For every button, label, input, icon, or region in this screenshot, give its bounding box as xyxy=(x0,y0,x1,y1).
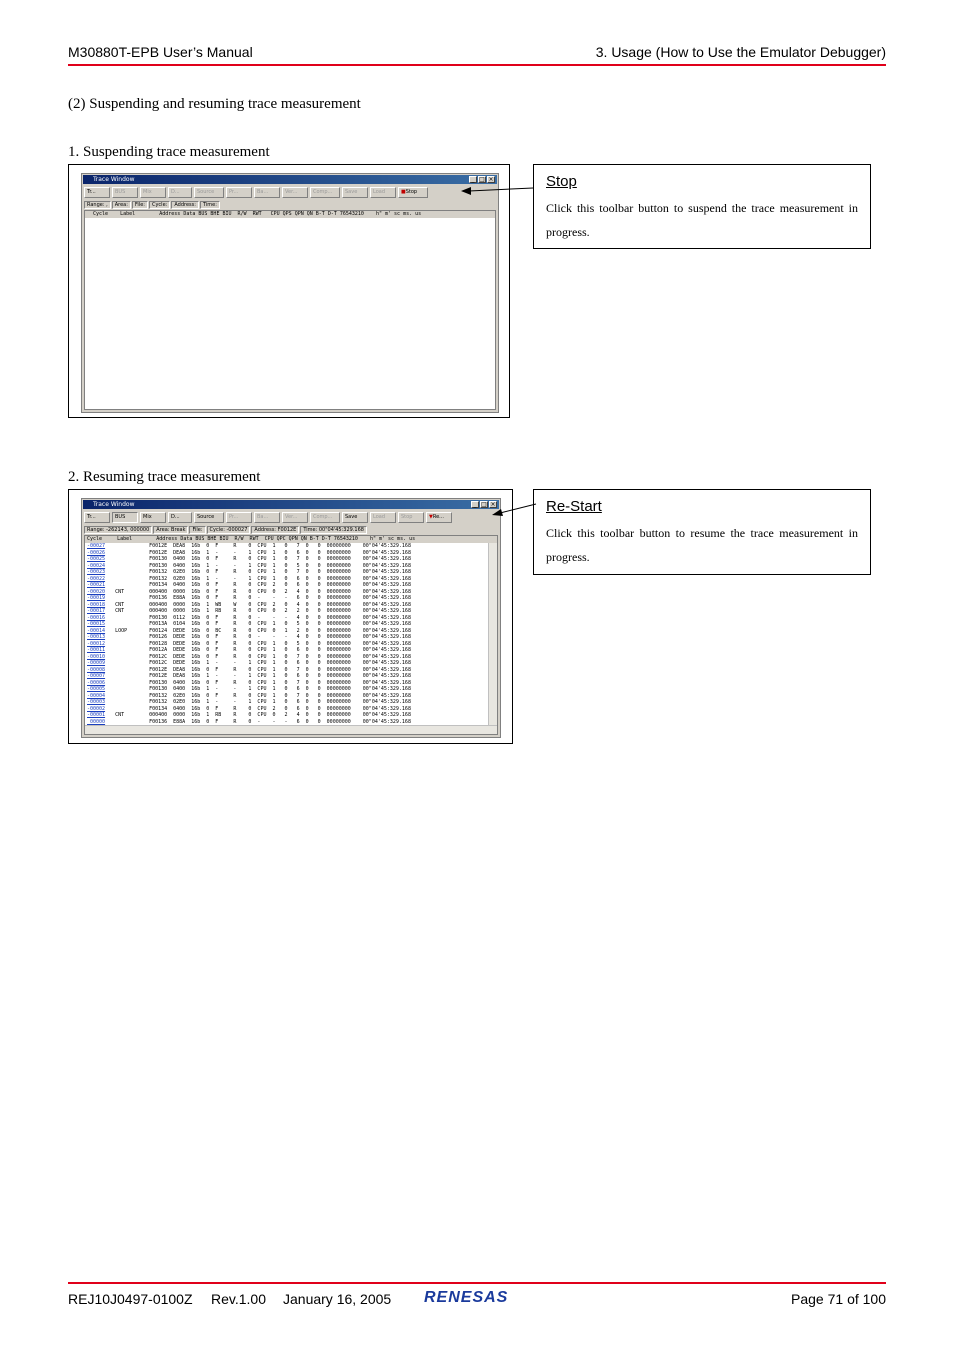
close-icon[interactable]: × xyxy=(490,501,496,508)
row-values: 000400 0000 16b 1 RB R 0 CPU 0 2 4 0 0 00000000 00"04'45:329.168 xyxy=(149,712,411,718)
trace-list-pane[interactable] xyxy=(84,210,496,410)
row-cycle: -00012 xyxy=(87,640,106,647)
window-titlebar-2 xyxy=(83,500,499,509)
row-label: CNT xyxy=(115,601,125,608)
row-cycle: -00018 xyxy=(87,601,106,608)
row-values: F0012E DEA8 16b 1 - - 1 CPU 1 0 6 0 0 00000000 00"04'45:329.168 xyxy=(149,549,411,556)
row-values: F00130 0400 16b 1 - - 1 CPU 1 0 5 0 0 00000000 00"04'45:329.168 xyxy=(149,562,411,569)
stop-button[interactable]: Stop xyxy=(398,512,424,523)
row-values: F00136 E88A 16b 0 F R 0 - - - 6 0 0 00000000 00"04'45:329.168 xyxy=(149,718,411,725)
row-cycle: -00017 xyxy=(87,608,106,614)
stop-callout-text: Click this toolbar button to suspend the trace measurement in progress. xyxy=(546,201,858,239)
info-address: Address: xyxy=(171,201,199,209)
info-address: Address: F0012E xyxy=(251,526,299,534)
restart-callout xyxy=(533,489,871,575)
row-cycle: -00009 xyxy=(87,660,106,666)
stop-callout-title: Stop xyxy=(546,173,577,190)
save-button[interactable]: Save xyxy=(342,187,368,198)
row-label: LOOP xyxy=(115,627,128,634)
window-title-2: Trace Window xyxy=(93,501,135,508)
info-area: Area: xyxy=(112,201,131,209)
compare-button[interactable]: Comp... xyxy=(310,512,340,523)
footer-doc-number: REJ10J0497-0100Z xyxy=(68,1291,193,1307)
info-range: Range: -262143, 000000 xyxy=(84,526,152,534)
vertical-scrollbar[interactable] xyxy=(488,543,497,726)
disasm-button[interactable]: D... xyxy=(168,512,192,523)
close-icon[interactable]: × xyxy=(488,176,494,183)
row-values: 000400 0000 16b 1 WB W 0 CPU 2 0 4 0 0 00000000 00"04'45:329.168 xyxy=(149,601,411,608)
disasm-button[interactable]: D... xyxy=(168,187,192,198)
renesas-logo: RENESAS xyxy=(424,1289,509,1306)
stop-pointer-arrow xyxy=(455,180,535,200)
row-cycle: -00020 xyxy=(87,588,106,595)
maximize-icon[interactable]: □ xyxy=(479,176,485,183)
row-cycle: -00002 xyxy=(87,705,106,712)
row-cycle: -00016 xyxy=(87,614,106,621)
step2-screenshot xyxy=(68,489,513,744)
row-values: 000400 0000 16b 0 F R 0 CPU 0 2 4 0 0 00000000 00"04'45:329.168 xyxy=(149,588,411,595)
prev-button[interactable]: Pr... xyxy=(226,512,252,523)
row-cycle: -00019 xyxy=(87,595,106,601)
row-cycle: -00013 xyxy=(87,634,106,640)
step2-title: 2. Resuming trace measurement xyxy=(68,469,261,485)
row-values: F00136 E88A 16b 0 F R 0 - - - 6 0 0 00000000 00"04'45:329.168 xyxy=(149,595,411,601)
source-button[interactable]: Source xyxy=(194,187,224,198)
stop-callout xyxy=(533,164,871,249)
restart-button[interactable]: ▼Re... xyxy=(426,512,452,523)
trace-info-bar-2 xyxy=(84,526,498,534)
footer-divider xyxy=(68,1282,886,1284)
load-button[interactable]: Load xyxy=(370,512,396,523)
row-cycle: -00023 xyxy=(87,569,106,575)
back-button[interactable]: Ba... xyxy=(254,187,280,198)
info-time: Time: xyxy=(200,201,220,209)
column-header: Cycle Label Address Data BUS BHE BIU R/W RWT CPU QPS QPN QN B-T D-T 76543210 h" m' sc ms. us xyxy=(85,211,495,218)
row-cycle: -00005 xyxy=(87,686,106,692)
row-cycle: -00001 xyxy=(87,712,106,718)
row-cycle: 00000 xyxy=(87,718,106,725)
trace-list-pane-2[interactable] xyxy=(84,535,498,735)
column-header-2: Cycle Label Address Data BUS BHE BIU R/W RWT CPU QPC QPN QN B-T D-T 76543210 h" m' sc ms. us xyxy=(85,536,497,543)
row-values: F00132 02E0 16b 1 - - 1 CPU 1 0 6 0 0 00000000 00"04'45:329.168 xyxy=(149,699,411,705)
info-range: Range: , xyxy=(84,201,111,209)
horizontal-scrollbar[interactable] xyxy=(85,725,497,734)
row-values: F00128 DEDE 16b 0 F R 0 CPU 1 0 5 0 0 00000000 00"04'45:329.168 xyxy=(149,640,411,647)
row-values: F0012E DEA8 16b 1 - - 1 CPU 1 0 6 0 0 00000000 00"04'45:329.168 xyxy=(149,673,411,679)
row-cycle: -00008 xyxy=(87,666,106,673)
section-title: (2) Suspending and resuming trace measurement xyxy=(68,96,361,112)
row-values: 000400 0000 16b 1 RB R 0 CPU 0 2 2 0 0 00000000 00"04'45:329.168 xyxy=(149,608,411,614)
row-label: CNT xyxy=(115,608,125,614)
stop-button[interactable]: ■Stop xyxy=(398,187,428,198)
mix-button[interactable]: Mix xyxy=(140,187,166,198)
row-values: F0012E DEA8 16b 0 F R 0 CPU 1 0 7 0 0 00000000 00"04'45:329.168 xyxy=(149,543,411,549)
row-values: F00132 02E0 16b 0 F R 0 CPU 1 0 7 0 0 00000000 00"04'45:329.168 xyxy=(149,569,411,575)
info-file: File: xyxy=(189,526,205,534)
verify-button[interactable]: Ver... xyxy=(282,187,308,198)
row-cycle: -00015 xyxy=(87,621,106,627)
row-values: F00132 02E0 16b 0 F R 0 CPU 1 0 7 0 0 00000000 00"04'45:329.168 xyxy=(149,692,411,699)
row-values: F00130 0400 16b 0 F R 0 CPU 1 0 7 0 0 00000000 00"04'45:329.168 xyxy=(149,679,411,686)
row-values: F0012A DEDE 16b 0 F R 0 CPU 1 0 6 0 0 00000000 00"04'45:329.168 xyxy=(149,647,411,653)
trace-toolbar xyxy=(84,186,496,199)
row-values: F00134 0400 16b 0 F R 0 CPU 2 0 6 0 0 00000000 00"04'45:329.168 xyxy=(149,582,411,588)
back-button[interactable]: Ba... xyxy=(254,512,280,523)
row-cycle: -00027 xyxy=(87,543,106,549)
row-cycle: -00014 xyxy=(87,627,106,634)
bus-button[interactable]: BUS xyxy=(112,187,138,198)
row-values: F0012C DEDE 16b 1 - - 1 CPU 1 0 6 0 0 00000000 00"04'45:329.168 xyxy=(149,660,411,666)
row-cycle: -00026 xyxy=(87,549,106,556)
trace-info-bar xyxy=(84,201,496,209)
row-cycle: -00011 xyxy=(87,647,106,653)
row-values: F00126 DEDE 16b 0 F R 0 - - - 4 0 0 00000000 00"04'45:329.168 xyxy=(149,634,411,640)
bus-button[interactable]: BUS xyxy=(112,512,138,523)
trace-rows xyxy=(87,543,487,725)
trace-button[interactable]: Tr... xyxy=(84,187,110,198)
trace-button[interactable]: Tr... xyxy=(84,512,110,523)
row-cycle: -00006 xyxy=(87,679,106,686)
mix-button[interactable]: Mix xyxy=(140,512,166,523)
row-values: F00130 0112 16b 0 F R 0 - - - 4 0 0 00000000 00"04'45:329.168 xyxy=(149,614,411,621)
row-cycle: -00004 xyxy=(87,692,106,699)
window-titlebar xyxy=(83,175,497,184)
header-manual-title: M30880T-EPB User’s Manual xyxy=(68,44,253,60)
prev-button[interactable]: Pr... xyxy=(226,187,252,198)
footer-revision: Rev.1.00 xyxy=(211,1291,266,1307)
row-cycle: -00021 xyxy=(87,582,106,588)
trace-window-2 xyxy=(81,498,501,738)
restart-callout-title: Re-Start xyxy=(546,498,602,515)
minimize-icon[interactable]: _ xyxy=(469,176,477,183)
minimize-icon[interactable]: _ xyxy=(471,501,479,508)
header-chapter-title: 3. Usage (How to Use the Emulator Debugger) xyxy=(595,44,886,60)
row-cycle: -00003 xyxy=(87,699,106,705)
row-values: F0012C DEDE 16b 0 F R 0 CPU 1 0 7 0 0 00000000 00"04'45:329.168 xyxy=(149,653,411,660)
compare-button[interactable]: Comp... xyxy=(310,187,340,198)
row-values: F0012E DEA8 16b 0 F R 0 CPU 1 0 7 0 0 00000000 00"04'45:329.168 xyxy=(149,666,411,673)
info-area: Area: Break xyxy=(153,526,188,534)
row-cycle: -00022 xyxy=(87,575,106,582)
verify-button[interactable]: Ver... xyxy=(282,512,308,523)
row-label: CNT xyxy=(115,588,125,595)
row-values: F00134 0400 16b 0 F R 0 CPU 2 0 6 0 0 00000000 00"04'45:329.168 xyxy=(149,705,411,712)
row-values: F00130 0400 16b 0 F R 0 CPU 1 0 7 0 0 00000000 00"04'45:329.168 xyxy=(149,556,411,562)
info-cycle: Cycle: -000027 xyxy=(207,526,251,534)
row-values: F00130 0400 16b 1 - - 1 CPU 1 0 6 0 0 00000000 00"04'45:329.168 xyxy=(149,686,411,692)
row-values: F0013A 0104 16b 0 F R 0 CPU 1 0 5 0 0 00000000 00"04'45:329.168 xyxy=(149,621,411,627)
trace-toolbar-2 xyxy=(84,511,498,524)
step1-title: 1. Suspending trace measurement xyxy=(68,144,270,160)
row-values: F00124 DEDE 16b 0 BC R 0 CPU 0 1 2 0 0 00000000 00"04'45:329.168 xyxy=(149,627,411,634)
load-button[interactable]: Load xyxy=(370,187,396,198)
row-cycle: -00025 xyxy=(87,556,106,562)
row-label: CNT xyxy=(115,712,125,718)
source-button[interactable]: Source xyxy=(194,512,224,523)
restart-callout-text: Click this toolbar button to resume the trace measurement in progress. xyxy=(546,526,858,564)
row-cycle: -00024 xyxy=(87,562,106,569)
step1-screenshot xyxy=(68,164,510,418)
row-cycle: -00007 xyxy=(87,673,106,679)
header-divider xyxy=(68,64,886,66)
save-button[interactable]: Save xyxy=(342,512,368,523)
info-time: Time: 00"04'45:329.168 xyxy=(300,526,367,534)
footer-page-number: Page 71 of 100 xyxy=(791,1291,886,1307)
maximize-icon[interactable]: □ xyxy=(481,501,487,508)
window-title: Trace Window xyxy=(93,176,135,183)
footer-date: January 16, 2005 xyxy=(283,1291,392,1307)
row-values: F00132 02E0 16b 1 - - 1 CPU 1 0 6 0 0 00000000 00"04'45:329.168 xyxy=(149,575,411,582)
info-cycle: Cycle: xyxy=(149,201,170,209)
info-file: File: xyxy=(132,201,148,209)
row-cycle: -00010 xyxy=(87,653,106,660)
restart-pointer-arrow xyxy=(488,500,538,520)
trace-window xyxy=(81,173,499,413)
